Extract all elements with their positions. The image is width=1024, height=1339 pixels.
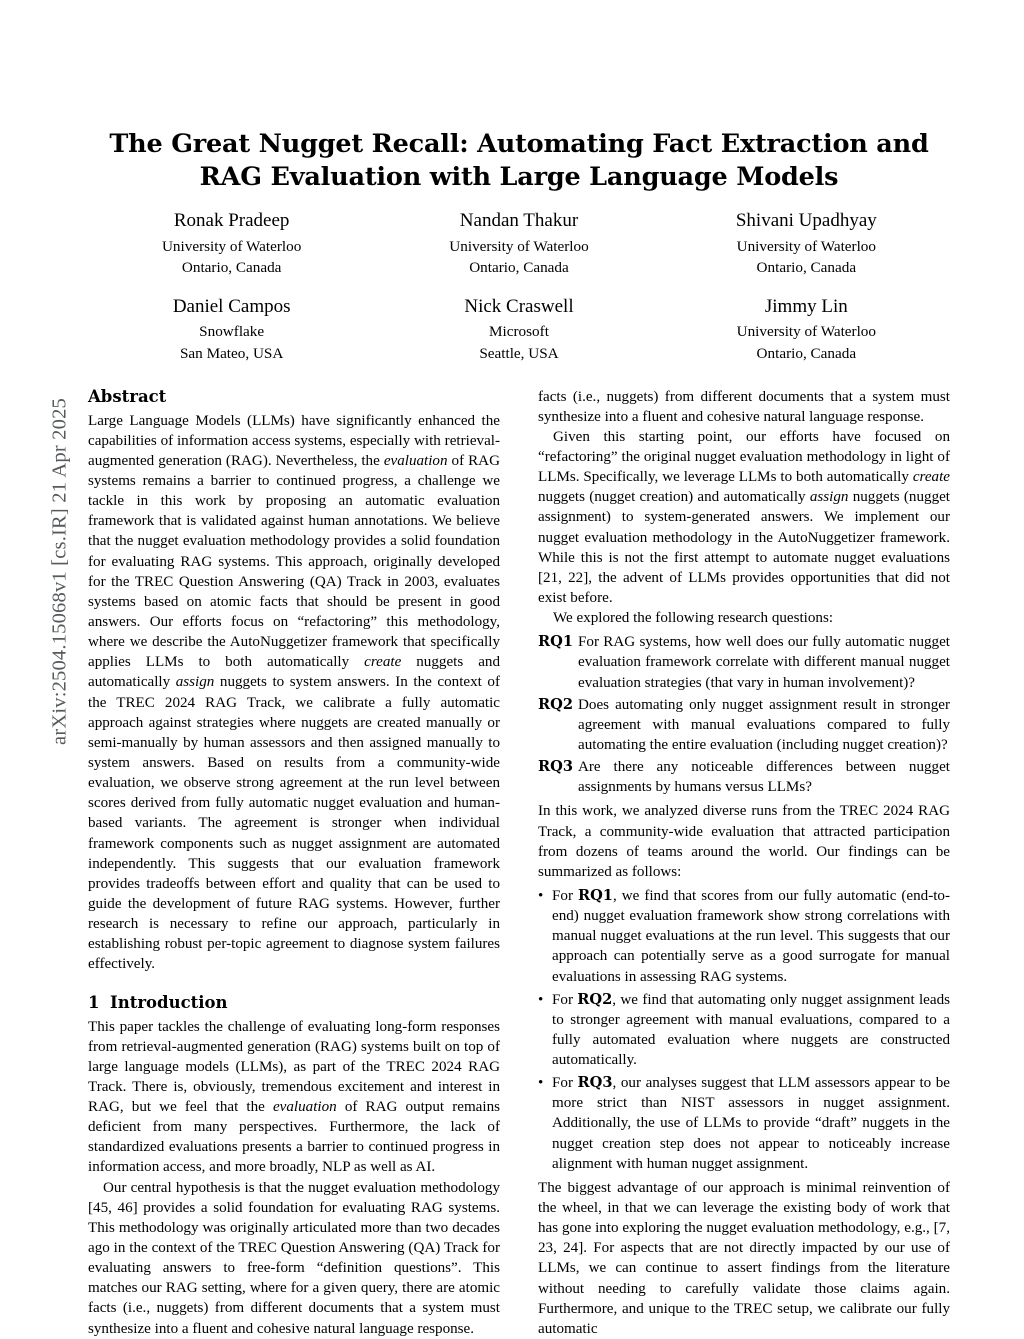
author-name: Nick Craswell <box>464 295 574 317</box>
intro-p3-part-1: Given this starting point, our efforts have focused on “refactoring” the original nugget evaluation methodology in light of LLMs. Specifically, we leverage LLMs to both automatically <box>538 428 950 486</box>
abstract-part-1: Large Language Models (LLMs) have significantly enhanced the capabilities of information access systems, especially with retrieval-augmented generation (RAG). Nevertheless, the <box>88 412 500 469</box>
finding-text <box>552 1073 950 1174</box>
intro-paragraph-2-continued: facts (i.e., nuggets) from different documents that a system must synthesize into a fluent and cohesive natural language response. <box>538 388 950 425</box>
author-name: Daniel Campos <box>172 295 291 317</box>
author-block <box>663 207 950 279</box>
intro-paragraph-1 <box>88 1017 500 1178</box>
author-affiliation: University of Waterloo <box>161 237 302 255</box>
finding-lead: For <box>552 887 578 904</box>
list-item <box>538 886 950 987</box>
bullet-icon: • <box>538 1075 544 1092</box>
closing-paragraph: The biggest advantage of our approach is minimal reinvention of the wheel, in that we can leverage the existing body of work that has gone into exploring the nugget evaluation methodology, e.g., [7, 23, 24]. For aspects that are not directly impacted by our use of LLMs, we can continue to assert findings from the literature without needing to carefully validate those claims again. Furthermore, and unique to the TREC setup, we calibrate our fully automatic <box>538 1179 950 1337</box>
rq-tag: RQ2 <box>538 695 573 713</box>
abstract-text <box>88 411 500 975</box>
intro-paragraph-2: Our central hypothesis is that the nugget evaluation methodology [45, 46] provides a solid foundation for evaluating RAG systems. This methodology was originally articulated more than two decades ago in the context of the TREC Question Answering (QA) Track for evaluating answers to free-form “definition questions”. This matches our RAG setting, where for a given query, there are atomic facts (i.e., nuggets) from different documents that a system must synthesize into a fluent and cohesive natural language response. <box>88 1179 500 1337</box>
section-title: Introduction <box>110 992 228 1012</box>
abstract-emphasis-evaluation: evaluation <box>383 452 448 469</box>
author-name: Shivani Upadhyay <box>735 210 877 232</box>
author-block <box>375 207 662 279</box>
author-name: Nandan Thakur <box>459 210 579 232</box>
bullet-icon: • <box>538 887 544 904</box>
intro-p3-part-2: nuggets (nugget creation) and automatically <box>538 489 810 506</box>
finding-tag: RQ3 <box>577 1074 613 1092</box>
author-affiliation: University of Waterloo <box>449 237 589 255</box>
findings-lead-in: In this work, we analyzed diverse runs from the TREC 2024 RAG Track, a community-wide evaluation that attracted participation from dozens of teams around the world. Our findings can be summarized as follows: <box>538 803 950 880</box>
author-affiliation: University of Waterloo <box>736 323 876 341</box>
author-location: San Mateo, USA <box>179 344 284 362</box>
author-affiliation: Microsoft <box>489 323 549 341</box>
author-location: Ontario, Canada <box>181 259 282 277</box>
arxiv-identifier-stamp: arXiv:2504.15068v1 [cs.IR] 21 Apr 2025 <box>48 398 71 745</box>
author-name: Jimmy Lin <box>764 295 848 317</box>
author-location: Seattle, USA <box>479 344 559 362</box>
finding-body: , we find that scores from our fully automatic (end-to-end) nugget evaluation framework show strong correlations with manual nugget evaluations at the run level. This suggests that our approach can potentially serve as a good surrogate for manual evaluations in assessing RAG systems. <box>552 887 951 985</box>
rq-tag: RQ3 <box>538 758 573 776</box>
list-item <box>538 632 950 692</box>
finding-text <box>552 886 950 987</box>
rq-text: For RAG systems, how well does our fully automatic nugget evaluation framework correlate with different manual nugget evaluation strategies (that vary in human involvement)? <box>578 634 950 691</box>
author-block <box>375 293 662 365</box>
intro-paragraph-3 <box>538 427 950 608</box>
intro-p1-part-1: This paper tackles the challenge of evaluating long-form responses from retrieval-augmented generation (RAG) systems built on top of large language models (LLMs), as part of the TREC 2024 RAG Track. There is, obviously, tremendous excitement and interest in RAG, but we feel that the <box>88 1018 500 1116</box>
author-affiliation: University of Waterloo <box>736 237 876 255</box>
list-item <box>538 695 950 755</box>
right-column <box>538 387 950 1339</box>
list-item <box>538 990 950 1071</box>
page-title: The Great Nugget Recall: Automating Fact Extraction and RAG Evaluation with Large Language Models <box>109 129 929 192</box>
findings-list <box>538 886 950 1174</box>
list-item <box>538 1073 950 1174</box>
rq-text: Are there any noticeable differences between nugget assignments by humans versus LLMs? <box>578 759 950 796</box>
intro-p3-emphasis-assign: assign <box>809 489 849 506</box>
author-block <box>88 207 375 279</box>
finding-body: , our analyses suggest that LLM assessors appear to be more strict than NIST assessors in nugget assignment. Additionally, the use of LLMs to provide “draft” nuggets in the nugget creation step does not appear to noticeably increase alignment with human nugget assignment. <box>552 1075 950 1172</box>
left-column <box>88 387 500 1339</box>
author-block <box>663 293 950 365</box>
author-row-2 <box>88 293 950 365</box>
intro-p3-part-3: nuggets (nugget assignment) to system-generated answers. We implement our nugget evaluation methodology in the AutoNuggetizer framework. While this is not the first attempt to automate nugget evaluations [21, 22], the advent of LLMs provides opportunities that did not exist before. <box>538 489 951 606</box>
abstract-heading: Abstract <box>88 386 167 406</box>
abstract-emphasis-assign: assign <box>175 674 215 691</box>
research-questions-lead-in: We explored the following research questions: <box>553 610 834 627</box>
author-location: Ontario, Canada <box>469 259 569 277</box>
rq-tag: RQ1 <box>538 633 573 651</box>
abstract-emphasis-create: create <box>364 654 402 671</box>
abstract-part-3: nuggets and automatically <box>88 654 500 691</box>
finding-lead: For <box>552 1075 578 1092</box>
section-number: 1 <box>88 992 100 1012</box>
author-name: Ronak Pradeep <box>173 210 290 232</box>
bullet-icon: • <box>538 991 544 1008</box>
finding-tag: RQ2 <box>577 990 613 1008</box>
finding-tag: RQ1 <box>577 886 613 904</box>
intro-p1-part-2: of RAG output remains deficient from many perspectives. Furthermore, the lack of standardized evaluations presents a barrier to continued progress in information access, and more broadly, NLP as well as AI. <box>88 1099 500 1176</box>
abstract-part-4: nuggets to system answers. In the context of the TREC 2024 RAG Track, we calibrate a fully automatic approach against strategies where nuggets are created manually or semi-manually by human assessors and then assigned manually to system answers. Based on results from a community-wide evaluation, we observe strong agreement at the run level between scores derived from fully automatic nugget evaluation and human-based variants. The agreement is stronger when individual framework components such as nugget assignment are automated independently. This suggests that our evaluation framework provides tradeoffs between effort and quality that can be used to guide the development of future RAG systems. However, further research is necessary to refine our approach, particularly in establishing robust per-topic agreement to diagnose system failures effectively. <box>88 674 501 973</box>
rq-text: Does automating only nugget assignment result in stronger agreement with manual evaluations compared to fully automating the entire evaluation (including nugget creation)? <box>578 696 950 753</box>
author-row-1 <box>88 207 950 279</box>
author-affiliation: Snowflake <box>199 323 265 341</box>
finding-text <box>552 990 950 1071</box>
author-location: Ontario, Canada <box>756 344 857 362</box>
intro-p1-emphasis: evaluation <box>272 1099 337 1116</box>
finding-body: , we find that automating only nugget assignment leads to stronger agreement with manual evaluations, compared to a fully automated evaluation where nuggets are constructed automatically. <box>552 991 950 1069</box>
paper-content <box>88 128 950 1339</box>
intro-p3-emphasis-create: create <box>912 469 950 486</box>
abstract-part-2: of RAG systems remains a barrier to continued progress, a challenge we tackle in this work by proposing an automatic evaluation framework that is validated against human annotations. We believe that the nugget evaluation methodology provides a solid foundation for evaluating RAG systems. This approach, originally developed for the TREC Question Answering (QA) Track in 2003, evaluates systems based on atomic facts that should be present in good answers. Our efforts focus on “refactoring” this methodology, where we describe the AutoNuggetizer framework that specifically applies LLMs to both automatically <box>88 452 500 671</box>
section-heading-introduction <box>88 993 500 1012</box>
list-item <box>538 757 950 797</box>
two-column-body <box>88 387 950 1339</box>
finding-lead: For <box>552 991 578 1008</box>
research-questions-list <box>538 632 950 797</box>
author-block <box>88 293 375 365</box>
author-location: Ontario, Canada <box>756 259 857 277</box>
